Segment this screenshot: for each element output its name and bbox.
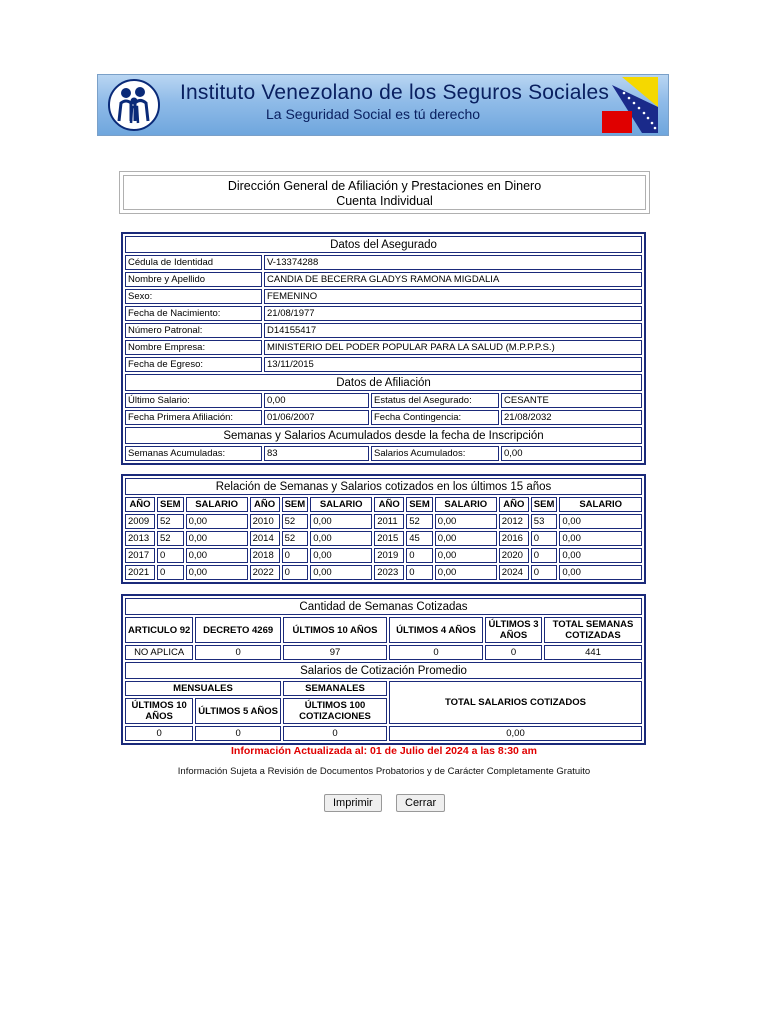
value: 13/11/2015 xyxy=(264,357,642,372)
value: MINISTERIO DEL PODER POPULAR PARA LA SALUD (M.P.P.P.S.) xyxy=(264,340,642,355)
ivss-banner xyxy=(97,74,669,136)
weeks-cell: 0 xyxy=(531,565,558,580)
col-ultimos-10: ÚLTIMOS 10 AÑOS xyxy=(283,617,387,643)
year-cell: 2018 xyxy=(250,548,280,563)
salary-cell: 0,00 xyxy=(559,531,642,546)
salary-cell: 0,00 xyxy=(435,531,497,546)
close-button[interactable]: Cerrar xyxy=(396,794,445,812)
row-ultimo-salario xyxy=(125,393,642,408)
year-cell: 2012 xyxy=(499,514,529,529)
year-cell: 2019 xyxy=(374,548,404,563)
year-cell: 2017 xyxy=(125,548,155,563)
col-sem: SEM xyxy=(406,497,433,512)
salary-cell: 0,00 xyxy=(559,514,642,529)
year-cell: 2009 xyxy=(125,514,155,529)
relacion-row xyxy=(125,548,642,563)
value: 441 xyxy=(544,645,642,660)
relacion-15-anios-table xyxy=(121,474,646,584)
salary-cell: 0,00 xyxy=(559,548,642,563)
cantidad-header-row xyxy=(125,617,642,643)
weeks-cell: 45 xyxy=(406,531,433,546)
salary-cell: 0,00 xyxy=(559,565,642,580)
col-salario: SALARIO xyxy=(186,497,248,512)
cantidad-semanas-table xyxy=(121,594,646,745)
relacion-row xyxy=(125,531,642,546)
section-title-cantidad: Cantidad de Semanas Cotizadas xyxy=(125,598,642,615)
weeks-cell: 0 xyxy=(282,565,309,580)
value: 0,00 xyxy=(389,726,642,741)
weeks-cell: 0 xyxy=(157,565,184,580)
label: Último Salario: xyxy=(125,393,262,408)
weeks-cell: 0 xyxy=(406,548,433,563)
weeks-cell: 0 xyxy=(531,548,558,563)
label: Número Patronal: xyxy=(125,323,262,338)
relacion-row xyxy=(125,565,642,580)
section-title-promedio: Salarios de Cotización Promedio xyxy=(125,662,642,679)
label: Fecha de Egreso: xyxy=(125,357,262,372)
section-title-acumulados: Semanas y Salarios Acumulados desde la fecha de Inscripción xyxy=(125,427,642,444)
col-ultimos-100: ÚLTIMOS 100 COTIZACIONES xyxy=(283,698,387,724)
col-sem: SEM xyxy=(531,497,558,512)
year-cell: 2024 xyxy=(499,565,529,580)
col-anio: AÑO xyxy=(125,497,155,512)
value: 01/06/2007 xyxy=(264,410,369,425)
page-header xyxy=(119,171,650,214)
print-button[interactable]: Imprimir xyxy=(324,794,382,812)
value: 21/08/2032 xyxy=(501,410,642,425)
weeks-cell: 52 xyxy=(406,514,433,529)
year-cell: 2016 xyxy=(499,531,529,546)
label: Estatus del Asegurado: xyxy=(371,393,499,408)
col-salario: SALARIO xyxy=(310,497,372,512)
col-sem: SEM xyxy=(157,497,184,512)
salary-cell: 0,00 xyxy=(310,514,372,529)
banner-subtitle: La Seguridad Social es tú derecho xyxy=(266,106,481,122)
row-acumulados xyxy=(125,446,642,461)
value: CANDIA DE BECERRA GLADYS RAMONA MIGDALIA xyxy=(264,272,642,287)
value: 21/08/1977 xyxy=(264,306,642,321)
col-ultimos-5-anios: ÚLTIMOS 5 AÑOS xyxy=(195,698,281,724)
year-cell: 2015 xyxy=(374,531,404,546)
weeks-cell: 52 xyxy=(157,514,184,529)
value: NO APLICA xyxy=(125,645,193,660)
label: Fecha Contingencia: xyxy=(371,410,499,425)
year-cell: 2011 xyxy=(374,514,404,529)
row-cedula xyxy=(125,255,642,270)
value: 97 xyxy=(283,645,387,660)
col-decreto-4269: DECRETO 4269 xyxy=(195,617,281,643)
salary-cell: 0,00 xyxy=(186,531,248,546)
salary-cell: 0,00 xyxy=(186,548,248,563)
row-sexo xyxy=(125,289,642,304)
weeks-cell: 52 xyxy=(157,531,184,546)
weeks-cell: 0 xyxy=(531,531,558,546)
value: 83 xyxy=(264,446,369,461)
weeks-cell: 0 xyxy=(157,548,184,563)
relacion-header-row xyxy=(125,497,642,512)
value: 0 xyxy=(125,726,193,741)
label: Sexo: xyxy=(125,289,262,304)
value: 0,00 xyxy=(264,393,369,408)
label: Semanas Acumuladas: xyxy=(125,446,262,461)
row-nombre xyxy=(125,272,642,287)
label: Nombre y Apellido xyxy=(125,272,262,287)
relacion-row xyxy=(125,514,642,529)
row-patronal xyxy=(125,323,642,338)
row-primera-afiliacion xyxy=(125,410,642,425)
salary-cell: 0,00 xyxy=(186,565,248,580)
year-cell: 2013 xyxy=(125,531,155,546)
family-icon xyxy=(110,81,158,129)
col-salario: SALARIO xyxy=(559,497,642,512)
col-salario: SALARIO xyxy=(435,497,497,512)
year-cell: 2023 xyxy=(374,565,404,580)
col-total-semanas: TOTAL SEMANAS COTIZADAS xyxy=(544,617,642,643)
year-cell: 2021 xyxy=(125,565,155,580)
col-ultimos-4: ÚLTIMOS 4 AÑOS xyxy=(389,617,483,643)
weeks-cell: 52 xyxy=(282,514,309,529)
label: Nombre Empresa: xyxy=(125,340,262,355)
label: Salarios Acumulados: xyxy=(371,446,499,461)
salary-cell: 0,00 xyxy=(310,531,372,546)
col-articulo-92: ARTICULO 92 xyxy=(125,617,193,643)
weeks-cell: 52 xyxy=(282,531,309,546)
col-sem: SEM xyxy=(282,497,309,512)
col-anio: AÑO xyxy=(499,497,529,512)
year-cell: 2010 xyxy=(250,514,280,529)
section-title-relacion: Relación de Semanas y Salarios cotizados en los últimos 15 años xyxy=(125,478,642,495)
row-egreso xyxy=(125,357,642,372)
promedio-values-row xyxy=(125,726,642,741)
salary-cell: 0,00 xyxy=(310,548,372,563)
year-cell: 2014 xyxy=(250,531,280,546)
promedio-group-row xyxy=(125,681,642,696)
value: 0,00 xyxy=(501,446,642,461)
status-value: CESANTE xyxy=(501,393,642,408)
salary-cell: 0,00 xyxy=(310,565,372,580)
col-semanales: SEMANALES xyxy=(283,681,387,696)
value: FEMENINO xyxy=(264,289,642,304)
year-cell: 2022 xyxy=(250,565,280,580)
label: Fecha de Nacimiento: xyxy=(125,306,262,321)
ivss-logo xyxy=(108,79,160,131)
section-title-afiliacion: Datos de Afiliación xyxy=(125,374,642,391)
salary-cell: 0,00 xyxy=(186,514,248,529)
venezuela-flag-icon xyxy=(602,77,658,133)
col-ultimos-3: ÚLTIMOS 3 AÑOS xyxy=(485,617,542,643)
label: Cédula de Identidad xyxy=(125,255,262,270)
datos-asegurado-table xyxy=(121,232,646,465)
value: 0 xyxy=(195,726,281,741)
disclaimer: Información Sujeta a Revisión de Documentos Probatorios y de Carácter Completamente Gratuito xyxy=(177,766,591,777)
label: Fecha Primera Afiliación: xyxy=(125,410,262,425)
row-empresa xyxy=(125,340,642,355)
col-anio: AÑO xyxy=(374,497,404,512)
col-mensuales: MENSUALES xyxy=(125,681,281,696)
page-subtitle: Cuenta Individual xyxy=(336,194,433,208)
section-title-asegurado: Datos del Asegurado xyxy=(125,236,642,253)
salary-cell: 0,00 xyxy=(435,514,497,529)
weeks-cell: 0 xyxy=(282,548,309,563)
salary-cell: 0,00 xyxy=(435,548,497,563)
value: 0 xyxy=(283,726,387,741)
updated-notice: Información Actualizada al: 01 de Julio del 2024 a las 8:30 am xyxy=(231,745,537,757)
cantidad-values-row xyxy=(125,645,642,660)
value: 0 xyxy=(389,645,483,660)
page-title: Dirección General de Afiliación y Prestaciones en Dinero xyxy=(227,179,542,193)
value: V-13374288 xyxy=(264,255,642,270)
year-cell: 2020 xyxy=(499,548,529,563)
col-total-salarios: TOTAL SALARIOS COTIZADOS xyxy=(389,681,642,724)
salary-cell: 0,00 xyxy=(435,565,497,580)
value: 0 xyxy=(195,645,281,660)
value: D14155417 xyxy=(264,323,642,338)
col-ultimos-10-anios: ÚLTIMOS 10 AÑOS xyxy=(125,698,193,724)
weeks-cell: 53 xyxy=(531,514,558,529)
weeks-cell: 0 xyxy=(406,565,433,580)
value: 0 xyxy=(485,645,542,660)
banner-title: Instituto Venezolano de los Seguros Sociales xyxy=(180,81,610,104)
row-nacimiento xyxy=(125,306,642,321)
col-anio: AÑO xyxy=(250,497,280,512)
